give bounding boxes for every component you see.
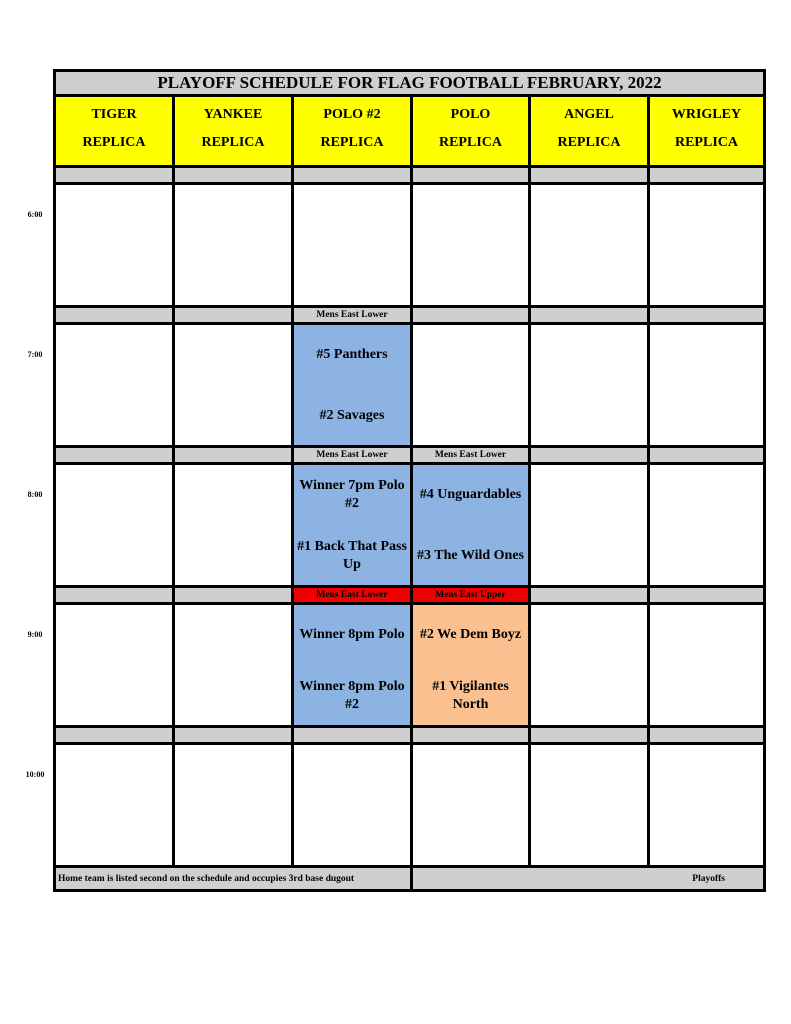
time-label-7pm: 7:00 <box>27 350 43 359</box>
division-label-slot <box>175 728 291 742</box>
division-label-slot <box>413 308 528 322</box>
venue-name: YANKEE <box>203 107 263 122</box>
division-label-slot <box>650 728 763 742</box>
game-slot-empty <box>56 465 172 585</box>
game-slot-empty <box>531 325 647 445</box>
division-label-slot <box>531 728 647 742</box>
game-slot-empty <box>650 325 763 445</box>
division-label-slot <box>650 168 763 182</box>
game-cell-8pm-polo2 <box>294 465 410 585</box>
game-slot-empty <box>650 605 763 725</box>
game-slot-empty <box>175 605 291 725</box>
venue-name: WRIGLEY <box>671 107 742 122</box>
home-team: #3 The Wild Ones <box>417 548 524 563</box>
venue-header-wrigley <box>650 97 763 165</box>
away-team: Winner 7pm Polo #2 <box>299 478 405 511</box>
venue-header-polo <box>413 97 528 165</box>
division-label-slot <box>175 168 291 182</box>
game-slot-empty <box>56 185 172 305</box>
division-label-slot <box>175 308 291 322</box>
home-team: Winner 8pm Polo #2 <box>299 679 405 712</box>
game-slot-empty <box>531 745 647 865</box>
away-team: Winner 8pm Polo <box>299 627 405 642</box>
venue-header-yankee <box>175 97 291 165</box>
game-cell-7pm-polo2 <box>294 325 410 445</box>
division-label-slot <box>56 448 172 462</box>
division-label-slot <box>175 588 291 602</box>
venue-sub: REPLICA <box>82 135 146 150</box>
venue-name: TIGER <box>91 107 137 122</box>
division-label-slot <box>56 588 172 602</box>
division-label-slot <box>531 448 647 462</box>
division-label-slot <box>294 728 410 742</box>
away-team: #4 Unguardables <box>419 487 522 502</box>
division-label-slot <box>650 448 763 462</box>
game-slot-empty <box>56 605 172 725</box>
footer-note: Home team is listed second on the schedule and occupies 3rd base dugout <box>56 868 410 889</box>
division-label-slot <box>650 308 763 322</box>
division-label-slot <box>56 308 172 322</box>
time-label-10pm: 10:00 <box>25 770 45 779</box>
venue-name: ANGEL <box>564 107 614 122</box>
time-label-6pm: 6:00 <box>27 210 43 219</box>
division-label-slot <box>294 168 410 182</box>
game-cell-8pm-polo <box>413 465 528 585</box>
division-label-slot <box>531 308 647 322</box>
division-label-slot <box>175 448 291 462</box>
division-label-9pm-polo: Mens East Upper <box>413 588 528 602</box>
venue-sub: REPLICA <box>557 135 621 150</box>
home-team: #2 Savages <box>319 408 385 423</box>
game-slot-empty <box>175 745 291 865</box>
venue-header-angel <box>531 97 647 165</box>
division-label-slot <box>531 588 647 602</box>
venue-name: POLO #2 <box>323 107 381 122</box>
schedule-table <box>53 69 766 892</box>
division-label-slot <box>413 168 528 182</box>
venue-sub: REPLICA <box>674 135 738 150</box>
game-slot-empty <box>175 465 291 585</box>
division-label-7pm-polo2: Mens East Lower <box>294 308 410 322</box>
game-slot-empty <box>650 185 763 305</box>
division-label-9pm-polo2: Mens East Lower <box>294 588 410 602</box>
home-team: #1 Back That Pass Up <box>297 539 407 572</box>
division-label-slot <box>531 168 647 182</box>
game-cell-9pm-polo2 <box>294 605 410 725</box>
venue-name: POLO <box>450 107 491 122</box>
game-slot-empty <box>56 325 172 445</box>
game-slot-empty <box>650 745 763 865</box>
division-label-slot <box>413 728 528 742</box>
division-label-slot <box>56 168 172 182</box>
game-slot-empty <box>531 465 647 585</box>
game-slot-empty <box>413 185 528 305</box>
game-slot-empty <box>413 325 528 445</box>
time-label-9pm: 9:00 <box>27 630 43 639</box>
away-team: #2 We Dem Boyz <box>419 627 522 642</box>
game-slot-empty <box>294 185 410 305</box>
division-label-slot <box>650 588 763 602</box>
game-cell-9pm-polo <box>413 605 528 725</box>
game-slot-empty <box>294 745 410 865</box>
venue-header-tiger <box>56 97 172 165</box>
venue-sub: REPLICA <box>320 135 384 150</box>
home-team: #1 Vigilantes North <box>432 679 509 712</box>
footer-label: Playoffs <box>413 868 763 889</box>
venue-header-polo2 <box>294 97 410 165</box>
division-label-8pm-polo2: Mens East Lower <box>294 448 410 462</box>
division-label-slot <box>56 728 172 742</box>
game-slot-empty <box>650 465 763 585</box>
venue-sub: REPLICA <box>438 135 502 150</box>
game-slot-empty <box>413 745 528 865</box>
game-slot-empty <box>531 605 647 725</box>
game-slot-empty <box>56 745 172 865</box>
venue-sub: REPLICA <box>201 135 265 150</box>
game-slot-empty <box>175 325 291 445</box>
away-team: #5 Panthers <box>316 347 388 362</box>
game-slot-empty <box>531 185 647 305</box>
division-label-8pm-polo: Mens East Lower <box>413 448 528 462</box>
game-slot-empty <box>175 185 291 305</box>
time-label-8pm: 8:00 <box>27 490 43 499</box>
page-title: PLAYOFF SCHEDULE FOR FLAG FOOTBALL FEBRUARY, 2022 <box>56 72 763 94</box>
